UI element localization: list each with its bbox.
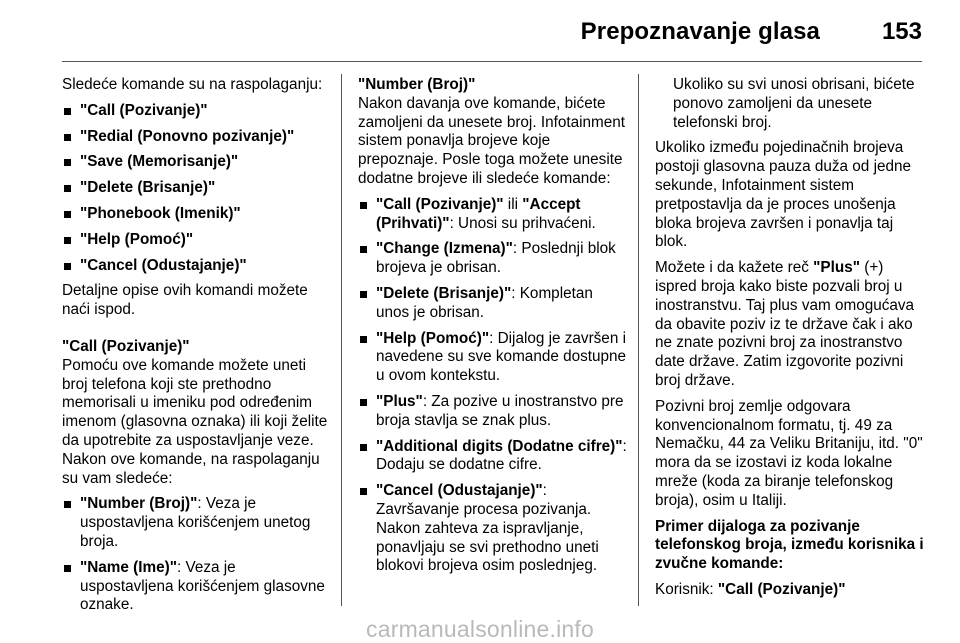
number-command-item (358, 285, 630, 323)
item-text: : Poslednji blok brojeva je obrisan. (376, 240, 616, 277)
number-description: Nakon davanja ove komande, bićete zamoljeni da unesete broj. Infotainment sistem ponavlja brojeve koje prepoznaje. Posle toga možete unesite dodatne brojeve ili sledeće komande: (358, 94, 626, 187)
details-text: Detaljne opise ovih komandi možete naći ispod. (62, 282, 308, 319)
call-description: Pomoću ove komande možete uneti broj telefona koji ste prethodno memorisali u imeniku pod određenim imenom (glasovna oznaka) ili koji želite da upotrebite za uspostavljanje veze. Nakon ove komande, na raspolaganju su vam sledeće: (62, 356, 328, 487)
item-command: "Cancel (Odustajanje)" (376, 482, 543, 500)
user-label: Korisnik: (655, 580, 718, 598)
plus-paragraph (655, 259, 927, 391)
item-command-2: "Accept (Prihvati)" (376, 195, 581, 232)
page-number: 153 (881, 18, 922, 45)
option-text: : Veza je uspostavljena korišćenjem glasovne oznake. (80, 558, 325, 614)
item-text: : Dodaju se dodatne cifre. (376, 437, 627, 474)
option-text: : Veza je uspostavljena korišćenjem unetog broja. (80, 495, 311, 550)
option-item (62, 495, 332, 551)
item-command: "Additional digits (Dodatne cifre)" (376, 437, 623, 455)
command-item: "Save (Memorisanje)" (62, 153, 332, 172)
page-header (0, 0, 960, 62)
call-heading: "Call (Pozivanje)" (62, 337, 190, 355)
number-command-item (358, 482, 630, 576)
column-divider-2 (638, 74, 639, 606)
continued-text: Ukoliko su svi unosi obrisani, bićete ponovo zamoljeni da unesete telefonski broj. (673, 76, 915, 131)
number-command-item (358, 393, 630, 431)
number-command-item (358, 240, 630, 278)
option-command: "Number (Broj)" (80, 495, 198, 513)
plus-post: (+) ispred broja kako biste pozvali broj u inostranstvu. Taj plus vam omogućava da obavite poziv iz te države čak i ako ne znate pozivni broj za inostranstvo date države. Zatim izgovorite pozivni broj države. (655, 259, 915, 389)
plus-pre: Možete i da kažete reč (655, 259, 814, 277)
user-line (655, 581, 927, 600)
column-3 (655, 76, 927, 607)
item-connector: ili (503, 195, 523, 213)
item-text: : Završavanje procesa pozivanja. Nakon zahteva za ispravljanje, ponavljaju se svi prethodno uneti blokovi brojeva osim poslednjeg. (376, 482, 599, 575)
pause-text: Ukoliko između pojedinačnih brojeva postoji glasovna pauza duža od jedne sekunde, Infotainment sistem pretpostavlja da je proces unošenja bloka brojeva završen i ponavlja taj blok. (655, 139, 911, 251)
item-text: : Za pozive u inostranstvo pre broja stavlja se znak plus. (376, 392, 624, 429)
command-item: "Delete (Brisanje)" (62, 179, 332, 198)
example-heading: Primer dijaloga za pozivanje telefonskog broja, između korisnika i zvučne komande: (655, 517, 924, 573)
item-command: "Call (Pozivanje)" (376, 195, 504, 213)
number-heading: "Number (Broj)" (358, 76, 476, 93)
column-2 (358, 76, 630, 583)
column-divider-1 (341, 74, 342, 606)
column-1 (62, 76, 332, 622)
watermark: carmanualsonline.info (366, 616, 594, 642)
country-code-text: Pozivni broj zemlje odgovara konvencionalnom formatu, tj. 49 za Nemačku, 44 za Veliku Britaniju, itd. "0" mora da se izostavi iz koda lokalne mreže (koda za biranje telefonskog broja), osim u Italiji. (655, 397, 923, 509)
number-command-item (358, 330, 630, 386)
number-command-item (358, 438, 630, 476)
user-command: "Call (Pozivanje)" (717, 580, 846, 598)
item-command: "Change (Izmena)" (376, 240, 513, 258)
number-command-item (358, 196, 630, 234)
item-command: "Plus" (376, 392, 423, 410)
option-command: "Name (Ime)" (80, 558, 177, 576)
item-command: "Delete (Brisanje)" (376, 284, 512, 302)
header-rule (62, 61, 922, 62)
command-item: "Phonebook (Imenik)" (62, 205, 332, 224)
item-text: : Dijalog je završen i navedene su sve komande dostupne u ovom kontekstu. (376, 329, 627, 385)
plus-command: "Plus" (813, 259, 860, 277)
page-title: Prepoznavanje glasa (580, 18, 820, 45)
option-item (62, 559, 332, 615)
intro-text: Sledeće komande su na raspolaganju: (62, 76, 323, 93)
command-item: "Call (Pozivanje)" (62, 102, 332, 121)
item-command: "Help (Pomoć)" (376, 329, 490, 347)
command-item: "Help (Pomoć)" (62, 231, 332, 250)
item-text: : Unosi su prihvaćeni. (449, 214, 596, 232)
item-text: : Kompletan unos je obrisan. (376, 284, 593, 321)
command-item: "Redial (Ponovno pozivanje)" (62, 128, 332, 147)
command-item: "Cancel (Odustajanje)" (62, 257, 332, 276)
